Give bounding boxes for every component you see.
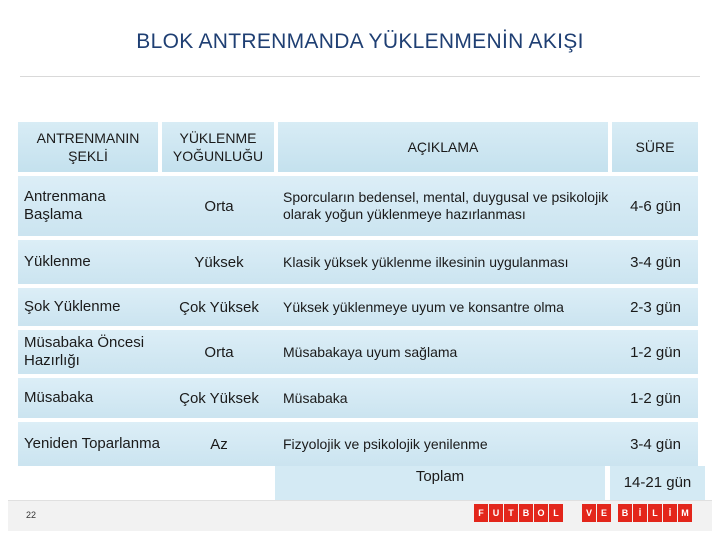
page-title: BLOK ANTRENMANDA YÜKLENMENİN AKIŞI xyxy=(136,30,584,53)
page-number: 22 xyxy=(26,510,37,520)
letter-badge: L xyxy=(549,504,563,522)
cell-form: Antrenmana Başlama xyxy=(24,188,106,223)
table-row xyxy=(18,422,698,466)
cell-form: Şok Yüklenme xyxy=(24,298,121,315)
footer-word-futbol xyxy=(474,504,564,524)
letter-badge: U xyxy=(489,504,503,522)
table-row xyxy=(18,330,698,374)
letter-badge: F xyxy=(474,504,488,522)
cell-form: Müsabaka Öncesi Hazırlığı xyxy=(24,334,145,369)
letter-badge: O xyxy=(534,504,548,522)
cell-description: Klasik yüksek yüklenme ilkesinin uygulanması xyxy=(283,253,569,270)
cell-description: Müsabakaya uyum sağlama xyxy=(283,343,458,360)
footer-word-ve xyxy=(582,504,612,524)
header-form: ANTRENMANIN ŞEKLİ xyxy=(18,122,158,172)
cell-form: Yüklenme xyxy=(24,253,91,270)
letter-badge: V xyxy=(582,504,596,522)
cell-duration: 3-4 gün xyxy=(630,253,681,271)
title-divider xyxy=(20,76,700,77)
cell-description: Fizyolojik ve psikolojik yenilenme xyxy=(283,435,488,452)
letter-badge: L xyxy=(648,504,662,522)
letter-badge: E xyxy=(597,504,611,522)
letter-badge: M xyxy=(678,504,692,522)
letter-badge: B xyxy=(618,504,632,522)
table-row xyxy=(18,378,698,418)
cell-form: Müsabaka xyxy=(24,389,94,406)
cell-duration: 3-4 gün xyxy=(630,435,681,453)
cell-intensity: Çok Yüksek xyxy=(179,389,259,407)
cell-intensity: Orta xyxy=(204,197,234,215)
letter-badge: T xyxy=(504,504,518,522)
cell-description: Sporcuların bedensel, mental, duygusal ve psikolojik olarak yoğun yüklenmeye hazırlanması xyxy=(283,189,609,222)
cell-duration: 1-2 gün xyxy=(630,389,681,407)
cell-intensity: Çok Yüksek xyxy=(179,298,259,316)
letter-badge: B xyxy=(519,504,533,522)
cell-intensity: Az xyxy=(210,435,228,453)
total-label: Toplam xyxy=(275,466,605,500)
header-description: AÇIKLAMA xyxy=(278,122,608,172)
cell-intensity: Yüksek xyxy=(194,253,244,271)
header-intensity: YÜKLENME YOĞUNLUĞU xyxy=(162,122,274,172)
cell-description: Müsabaka xyxy=(283,389,348,406)
table-row xyxy=(18,288,698,326)
cell-duration: 1-2 gün xyxy=(630,343,681,361)
table-row xyxy=(18,240,698,284)
header-duration: SÜRE xyxy=(612,122,698,172)
cell-form: Yeniden Toparlanma xyxy=(24,435,160,452)
cell-duration: 2-3 gün xyxy=(630,298,681,316)
total-value: 14-21 gün xyxy=(610,466,705,500)
cell-duration: 4-6 gün xyxy=(630,197,681,215)
footer-word-bilim xyxy=(618,504,693,524)
letter-badge: İ xyxy=(663,504,677,522)
table-row xyxy=(18,176,698,236)
cell-intensity: Orta xyxy=(204,343,234,361)
letter-badge: İ xyxy=(633,504,647,522)
cell-description: Yüksek yüklenmeye uyum ve konsantre olma xyxy=(283,298,564,315)
